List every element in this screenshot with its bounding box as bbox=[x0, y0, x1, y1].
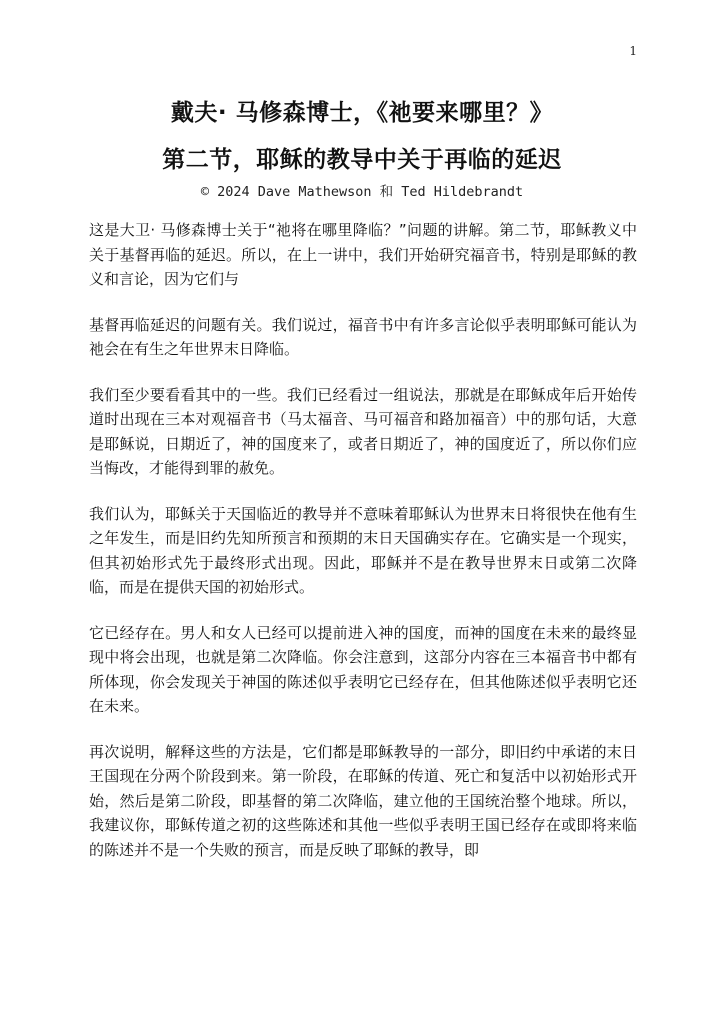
paragraph-5: 它已经存在。男人和女人已经可以提前进入神的国度，而神的国度在未来的最终显现中将会出现，也就是第二次降临。你会注意到，这部分内容在三本福音书中都有所体现，你会发现关于神国的陈述似乎表明它已经存在，但其他陈述似乎表明它还在未来。 bbox=[89, 623, 637, 715]
page-number: 1 bbox=[629, 44, 637, 58]
paragraph-6: 再次说明，解释这些的方法是，它们都是耶稣教导的一部分，即旧约中承诺的末日王国现在分两个阶段到来。第一阶段，在耶稣的传道、死亡和复活中以初始形式开始，然后是第二阶段，即基督的第二次降临，建立他的王国统治整个地球。所以，我建议你，耶稣传道之初的这些陈述和其他一些似乎表明王国已经存在或即将来临的陈述并不是一个失败的预言，而是反映了耶稣的教导，即 bbox=[89, 742, 637, 859]
copyright-line: © 2024 Dave Mathewson 和 Ted Hildebrandt bbox=[200, 184, 524, 200]
section-title: 第二节，耶稣的教导中关于再临的延迟 bbox=[162, 147, 562, 173]
paragraph-2: 基督再临延迟的问题有关。我们说过，福音书中有许多言论似乎表明耶稣可能认为祂会在有生之年世界末日降临。 bbox=[89, 315, 637, 358]
paragraph-4: 我们认为，耶稣关于天国临近的教导并不意味着耶稣认为世界末日将很快在他有生之年发生，而是旧约先知所预言和预期的末日天国确实存在。它确实是一个现实，但其初始形式先于最终形式出现。因此，耶稣并不是在教导世界末日或第二次降临，而是在提供天国的初始形式。 bbox=[89, 504, 637, 596]
document-title: 戴夫· 马修森博士，《祂要来哪里？》 bbox=[170, 100, 554, 126]
paragraph-1: 这是大卫· 马修森博士关于“祂将在哪里降临？”问题的讲解。第二节，耶稣教义中关于基督再临的延迟。所以，在上一讲中，我们开始研究福音书，特别是耶稣的教义和言论，因为它们与 bbox=[89, 221, 637, 288]
body-text bbox=[89, 218, 637, 883]
paragraph-3: 我们至少要看看其中的一些。我们已经看过一组说法，那就是在耶稣成年后开始传道时出现在三本对观福音书（马太福音、马可福音和路加福音）中的那句话，大意是耶稣说，日期近了，神的国度来了，或者日期近了，神的国度近了，所以你们应当悔改，才能得到罪的赦免。 bbox=[89, 385, 637, 477]
